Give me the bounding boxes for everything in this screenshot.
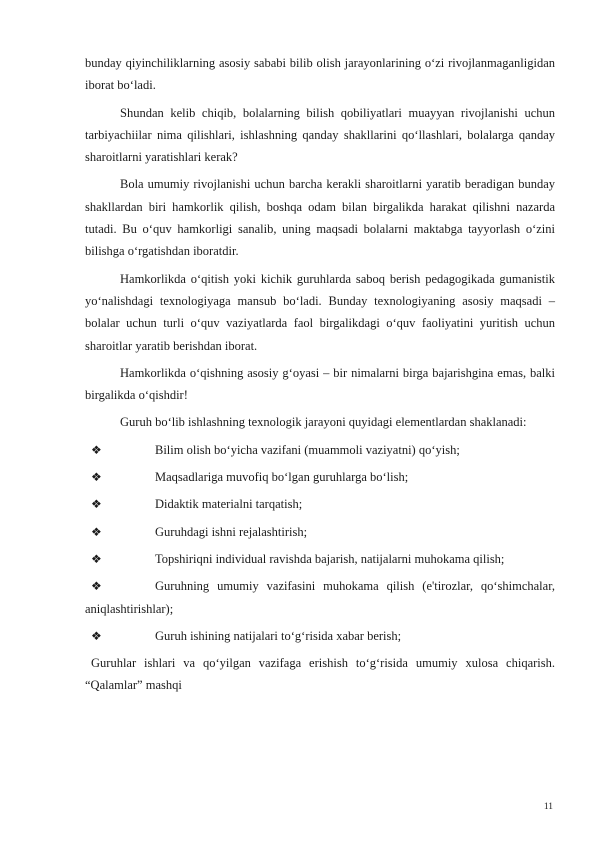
paragraph-5: Hamkorlikda o‘qishning asosiy g‘oyasi – bir nimalarni birga bajarishgina emas, balki birgalikda o‘qishdir! xyxy=(85,365,555,403)
paragraph-6: Guruh bo‘lib ishlashning texnologik jarayoni quyidagi elementlardan shaklanadi: xyxy=(120,415,527,430)
diamond-bullet-icon: ❖ xyxy=(91,442,102,457)
paragraph-2: Shundan kelib chiqib, bolalarning bilish qobiliyatlari muayyan rivojlanishi uchun tarbiyachiilar nima qilishlari, ishlashning qanday shakllarini qo‘llashlari, bolalarga qanday sharoitlarni yaratishlari kerak? xyxy=(85,105,555,165)
list-item-text: Maqsadlariga muvofiq bo‘lgan guruhlarga bo‘lish; xyxy=(155,470,409,485)
diamond-bullet-icon: ❖ xyxy=(91,470,102,485)
list-item xyxy=(85,493,555,515)
list-item xyxy=(85,625,555,647)
list-item xyxy=(85,521,555,543)
page-body xyxy=(85,52,555,697)
list-item-text: Guruhning umumiy vazifasini muhokama qilish (e'tirozlar, qo‘shimchalar, aniqlashtirishlar); xyxy=(85,579,555,616)
diamond-bullet-icon: ❖ xyxy=(91,524,102,539)
paragraph-4: Hamkorlikda o‘qitish yoki kichik guruhlarda saboq berish pedagogikada gumanistik yo‘nalishdagi texnologiyaga mansub bo‘ladi. Bunday texnologiyaning asosiy maqsadi – bolalar uchun turli o‘quv vaziyatlarda faol birgalikdagi o‘quv faoliyatini yuritish uchun sharoitlar yaratib berishdan iborat. xyxy=(85,271,555,353)
paragraph-3: Bola umumiy rivojlanishi uchun barcha kerakli sharoitlarni yaratib beradigan bunday shakllardan biri hamkorlik qilish, boshqa odam bilan birgalikda harakat qilishni nazarda tutadi. Bu o‘quv hamkorligi sanalib, uning maqsadi bolalarni maktabga tayyorlash o‘zini bilishga o‘rgatishdan iboratdir. xyxy=(85,177,555,259)
closing-paragraph: Guruhlar ishlari va qo‘yilgan vazifaga erishish to‘g‘risida umumiy xulosa chiqarish. “Qalamlar” mashqi xyxy=(85,656,555,693)
diamond-bullet-icon: ❖ xyxy=(91,551,102,566)
list-item xyxy=(85,466,555,488)
list-item-text: Guruhdagi ishni rejalashtirish; xyxy=(155,524,308,539)
diamond-bullet-icon: ❖ xyxy=(91,497,102,512)
diamond-bullet-icon: ❖ xyxy=(91,628,102,643)
list-item xyxy=(85,575,555,620)
list-item xyxy=(85,439,555,461)
list-item-text: Didaktik materialni tarqatish; xyxy=(155,497,303,512)
diamond-bullet-icon: ❖ xyxy=(91,579,102,594)
list-item-text: Guruh ishining natijalari to‘g‘risida xabar berish; xyxy=(155,628,402,643)
list-item xyxy=(85,548,555,570)
list-item-text: Topshiriqni individual ravishda bajarish, natijalarni muhokama qilish; xyxy=(155,551,505,566)
paragraph-1: bunday qiyinchiliklarning asosiy sababi bilib olish jarayonlarining o‘zi rivojlanmaganligidan iborat bo‘ladi. xyxy=(85,56,555,93)
list-item-text: Bilim olish bo‘yicha vazifani (muammoli vaziyatni) qo‘yish; xyxy=(155,442,460,457)
page-number: 11 xyxy=(543,802,553,812)
